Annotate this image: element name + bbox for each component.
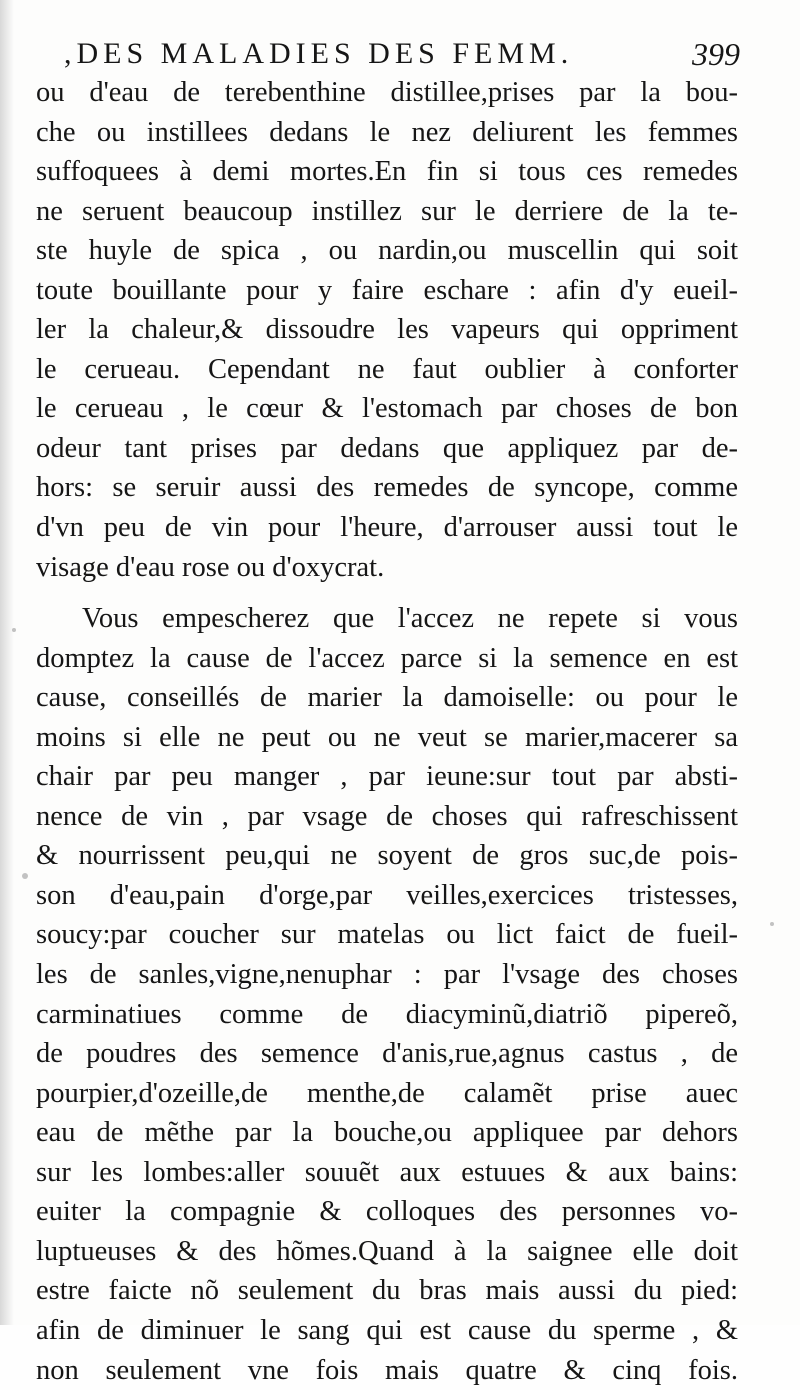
text-line: son d'eau,pain d'orge,par veilles,exercices tristesses, <box>36 876 738 916</box>
text-line: de poudres des semence d'anis,rue,agnus castus , de <box>36 1034 738 1074</box>
text-line: moins si elle ne peut ou ne veut se marier,macerer sa <box>36 718 738 758</box>
paragraph-gap <box>36 587 738 599</box>
text-line: ste huyle de spica , ou nardin,ou muscellin qui soit <box>36 231 738 271</box>
text-line: euiter la compagnie & colloques des personnes vo- <box>36 1192 738 1232</box>
text-line: & nourrissent peu,qui ne soyent de gros suc,de pois- <box>36 836 738 876</box>
margin-smudge <box>770 922 774 926</box>
text-line: ne seruent beaucoup instillez sur le derriere de la te- <box>36 192 738 232</box>
text-line: non seulement vne fois mais quatre & cinq fois. <box>36 1351 738 1390</box>
text-line: hors: se seruir aussi des remedes de syncope, comme <box>36 468 738 508</box>
text-line: pourpier,d'ozeille,de menthe,de calamẽt prise auec <box>36 1074 738 1114</box>
text-line: les de sanles,vigne,nenuphar : par l'vsage des choses <box>36 955 738 995</box>
text-line: eau de mẽthe par la bouche,ou appliquee par dehors <box>36 1113 738 1153</box>
text-block <box>36 73 738 1390</box>
text-line: toute bouillante pour y faire eschare : afin d'y eueil- <box>36 271 738 311</box>
text-line: che ou instillees dedans le nez deliurent les femmes <box>36 113 738 153</box>
text-line: luptueuses & des hõmes.Quand à la saignee elle doit <box>36 1232 738 1272</box>
running-head <box>64 34 740 74</box>
text-line: carminatiues comme de diacyminũ,diatriõ pipereõ, <box>36 995 738 1035</box>
text-line: ou d'eau de terebenthine distillee,prises par la bou- <box>36 73 738 113</box>
text-line: le cerueau , le cœur & l'estomach par choses de bon <box>36 389 738 429</box>
text-line: odeur tant prises par dedans que appliquez par de- <box>36 429 738 469</box>
text-line: nence de vin , par vsage de choses qui rafreschissent <box>36 797 738 837</box>
margin-smudge <box>12 628 16 632</box>
text-line: soucy:par coucher sur matelas ou lict faict de fueil- <box>36 915 738 955</box>
text-line: suffoquees à demi mortes.En fin si tous ces remedes <box>36 152 738 192</box>
text-line: visage d'eau rose ou d'oxycrat. <box>36 548 738 588</box>
margin-smudge <box>22 873 28 879</box>
text-line: ler la chaleur,& dissoudre les vapeurs qui oppriment <box>36 310 738 350</box>
text-line: domptez la cause de l'accez parce si la semence en est <box>36 639 738 679</box>
text-line: sur les lombes:aller souuẽt aux estuues & aux bains: <box>36 1153 738 1193</box>
text-line: estre faicte nõ seulement du bras mais aussi du pied: <box>36 1271 738 1311</box>
text-line: d'vn peu de vin pour l'heure, d'arrouser aussi tout le <box>36 508 738 548</box>
text-line: chair par peu manger , par ieune:sur tout par absti- <box>36 757 738 797</box>
running-title: ,DES MALADIES DES FEMM. <box>64 34 573 74</box>
text-line: le cerueau. Cependant ne faut oublier à conforter <box>36 350 738 390</box>
text-line: cause, conseillés de marier la damoiselle: ou pour le <box>36 678 738 718</box>
page-number: 399 <box>692 34 740 74</box>
text-line: afin de diminuer le sang qui est cause du sperme , & <box>36 1311 738 1351</box>
text-line: Vous empescherez que l'accez ne repete si vous <box>36 599 738 639</box>
